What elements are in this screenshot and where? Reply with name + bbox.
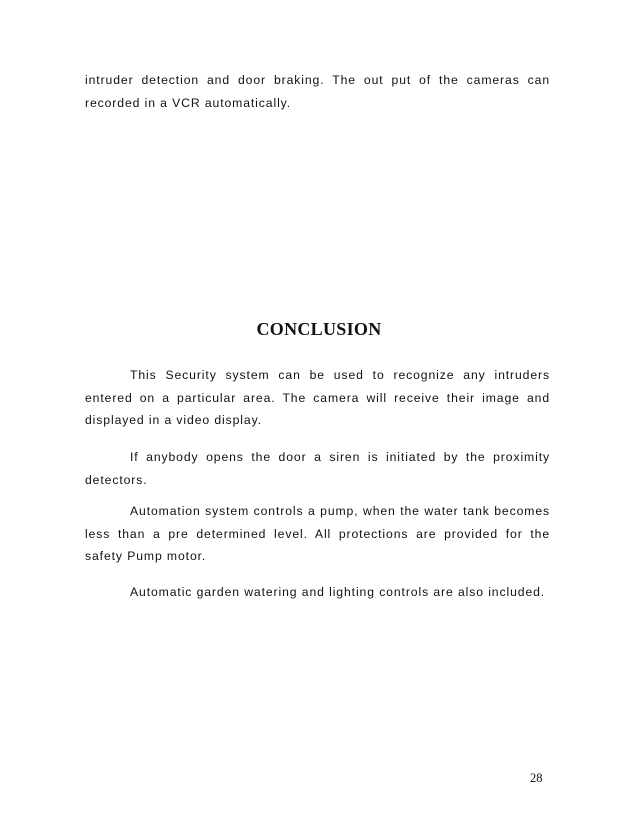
conclusion-paragraph-1: This Security system can be used to recognize any intruders entered on a particular area. The camera will receive their image and displayed in a video display.: [85, 368, 550, 427]
page-number: 28: [530, 771, 543, 785]
conclusion-paragraph-3: Automation system controls a pump, when the water tank becomes less than a pre determined level. All protections are provided for the safety Pump motor.: [85, 504, 550, 563]
conclusion-paragraph-4: Automatic garden watering and lighting controls are also included.: [130, 585, 546, 599]
conclusion-heading: CONCLUSION: [256, 319, 382, 339]
conclusion-paragraph-2: If anybody opens the door a siren is initiated by the proximity detectors.: [85, 450, 550, 487]
intro-paragraph: intruder detection and door braking. The out put of the cameras can recorded in a VCR automatically.: [85, 73, 550, 110]
